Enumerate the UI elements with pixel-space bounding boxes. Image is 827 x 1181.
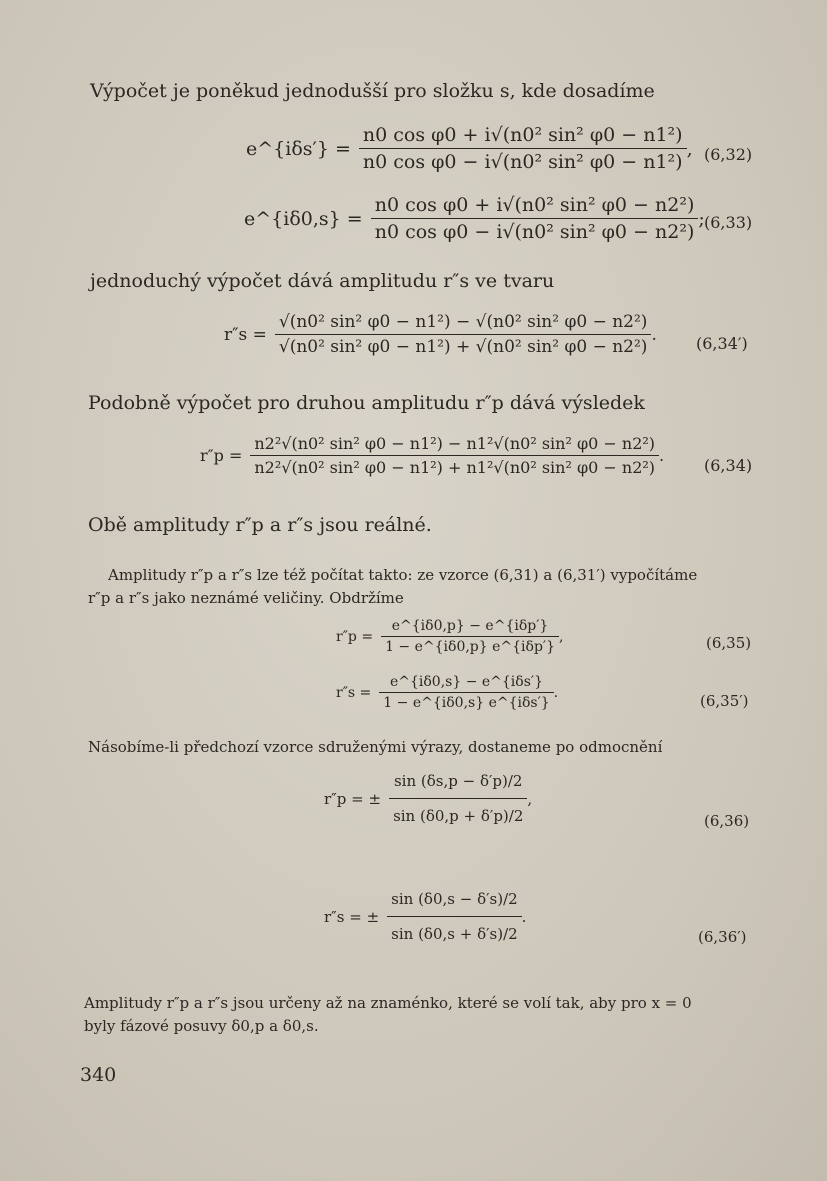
equation-6-34-prime: r″s = $\frac{\text{√(n0² sin² φ0 − n1²) − √(n0² sin² φ0 − n2²)}}{\text{√(n0² sin² φ0 − n1²) + √(n0² sin² φ0 − n2²)}}$ . [224,312,657,357]
eq-lhs: r″s = [224,324,267,345]
eq-lhs: e^{iδs′} = [246,137,351,160]
page-number: 340 [80,1064,117,1086]
text-line: jednoduchý výpočet dává amplitudu r″s ve tvaru [90,270,555,292]
equation-number: (6,36) [704,812,750,830]
eq-lhs: r″p = [200,446,243,465]
equation-6-32: e^{iδs′} = $\frac{\text{n0 cos φ0 + i√(n0² sin² φ0 − n1²)}}{\text{n0 cos φ0 − i√(n0² sin² φ0 − n1²)}}$ , [246,124,693,173]
equation-number: (6,34) [704,456,753,475]
eq-denominator: sin (δ0,s + δ′s)/2 [387,916,522,943]
equation-number: (6,34′) [696,334,748,353]
equation-number: (6,36′) [698,928,747,946]
eq-numerator: e^{iδ0,p} − e^{iδp′} [391,618,549,634]
eq-numerator: n0 cos φ0 + i√(n0² sin² φ0 − n1²) [362,124,683,146]
eq-numerator: sin (δs,p − δ′p)/2 [393,772,523,790]
equation-6-34: r″p = $\frac{\text{n2²√(n0² sin² φ0 − n1²) − n1²√(n0² sin² φ0 − n2²)}}{\text{n2²√(n0² sin² φ0 − n1²) + n1²√(n0² sin² φ0 − n2²)}}$ . [200,434,665,477]
eq-lhs: r″s = ± [324,907,380,926]
eq-numerator: √(n0² sin² φ0 − n1²) − √(n0² sin² φ0 − n2²) [278,312,648,332]
equation-number: (6,33) [704,213,753,232]
eq-numerator: n0 cos φ0 + i√(n0² sin² φ0 − n2²) [374,194,695,216]
eq-lhs: r″p = ± [324,789,382,808]
text-line: Podobně výpočet pro druhou amplitudu r″p dává výsledek [88,392,645,414]
eq-denominator: n0 cos φ0 − i√(n0² sin² φ0 − n1²) [359,148,687,173]
paragraph-line: r″p a r″s jako neznámé veličiny. Obdržíme [88,589,404,607]
eq-denominator: √(n0² sin² φ0 − n1²) + √(n0² sin² φ0 − n2²) [275,334,652,357]
eq-denominator: sin (δ0,p + δ′p)/2 [389,798,527,825]
eq-numerator: n2²√(n0² sin² φ0 − n1²) − n1²√(n0² sin² φ0 − n2²) [254,434,656,453]
eq-denominator: 1 − e^{iδ0,p} e^{iδp′} [381,636,559,655]
paragraph-line: byly fázové posuvy δ0,p a δ0,s. [84,1017,319,1035]
intro-line: Výpočet je poněkud jednodušší pro složku s, kde dosadíme [90,80,655,102]
eq-lhs: e^{iδ0,s} = [244,207,363,230]
equation-6-36: r″p = ± $\frac{\sin (\delta s,p - \delta'p)/2}{\sin (\delta 0,p + \delta'p)/2}$ , [324,772,533,825]
eq-denominator: n2²√(n0² sin² φ0 − n1²) + n1²√(n0² sin² φ0 − n2²) [250,455,659,477]
eq-lhs: r″p = [336,628,374,645]
eq-numerator: sin (δ0,s − δ′s)/2 [391,890,518,908]
equation-number: (6,35) [706,634,752,652]
equation-6-35: r″p = $\frac{\text{e\textasciicircum{}\{iδ0,p\} − e\textasciicircum{}\{iδp′\}}}{\text{1 − e\textasciicircum{}\{iδ0,p\} e\textasciicircum{}\{iδp′\}}}$ , [336,618,564,655]
paragraph-line: Násobíme-li předchozí vzorce sdruženými výrazy, dostaneme po odmocnění [88,738,663,756]
eq-denominator: n0 cos φ0 − i√(n0² sin² φ0 − n2²) [371,218,699,243]
equation-number: (6,35′) [700,692,749,710]
equation-6-35-prime: r″s = $\frac{\text{e\textasciicircum{}\{iδ0,s\} − e\textasciicircum{}\{iδs′\}}}{\text{1 − e\textasciicircum{}\{iδ0,s\} e\textasciicircum{}\{iδs′\}}}$ . [336,674,559,711]
eq-lhs: r″s = [336,684,372,701]
equation-6-33: e^{iδ0,s} = $\frac{\text{n0 cos φ0 + i√(n0² sin² φ0 − n2²)}}{\text{n0 cos φ0 − i√(n0² sin² φ0 − n2²)}}$ ; [244,194,705,243]
paragraph-line: Amplitudy r″p a r″s lze též počítat takto: ze vzorce (6,31) a (6,31′) vypočítáme [108,566,698,584]
paragraph-line: Amplitudy r″p a r″s jsou určeny až na znaménko, které se volí tak, aby pro x = 0 [84,994,692,1012]
equation-number: (6,32) [704,145,753,164]
equation-6-36-prime: r″s = ± $\frac{\sin (\delta 0,s - \delta's)/2}{\sin (\delta 0,s + \delta's)/2}$ . [324,890,527,943]
eq-numerator: e^{iδ0,s} − e^{iδs′} [389,674,543,690]
text-line: Obě amplitudy r″p a r″s jsou reálné. [88,514,432,536]
eq-denominator: 1 − e^{iδ0,s} e^{iδs′} [379,692,553,711]
